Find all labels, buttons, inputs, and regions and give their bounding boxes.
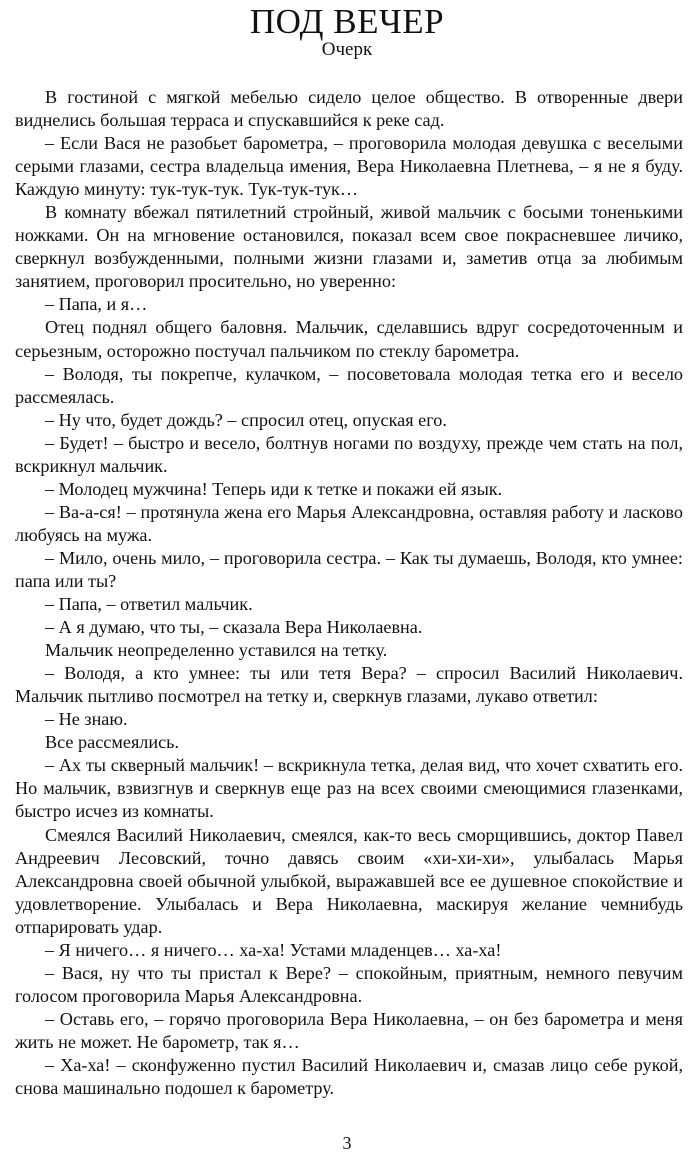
- paragraph: – Мило, очень мило, – проговорила сестра. – Как ты думаешь, Володя, кто умнее: папа или ты?: [15, 547, 683, 591]
- chapter-title: ПОД ВЕЧЕР: [249, 2, 445, 41]
- page-number: 3: [342, 1133, 352, 1153]
- paragraph: Смеялся Василий Николаевич, смеялся, как-то весь сморщившись, доктор Павел Андреевич Лесовский, точно давясь своим «хи-хи-хи», улыбалась Марья Александровна своей обычной улыбкой, выражавшей все ее душевное спокойствие и удовлетворение. Улыбалась и Вера Николаевна, маскируя желание чемнибудь отпарировать удар.: [15, 824, 683, 937]
- paragraph: – Ва-а-ся! – протянула жена его Марья Александровна, оставляя работу и ласково любуясь на мужа.: [15, 501, 683, 545]
- paragraph: В комнату вбежал пятилетний стройный, живой мальчик с босыми тоненькими ножками. Он на мгновение остановился, показал всем свое покрасневшее личико, сверкнул возбужденными, полными жизни глазами и, заметив отца за любимым занятием, проговорил просительно, но уверенно:: [15, 202, 683, 292]
- paragraph: – Ну что, будет дождь? – спросил отец, опуская его.: [45, 409, 447, 430]
- paragraph: – А я думаю, что ты, – сказала Вера Николаевна.: [45, 617, 423, 638]
- paragraph: – Папа, и я…: [45, 294, 148, 315]
- paragraph: – Не знаю.: [45, 709, 128, 730]
- paragraph: – Будет! – быстро и весело, болтнув ногами по воздуху, прежде чем стать на пол, вскрикнул мальчик.: [15, 432, 683, 476]
- paragraph: Отец поднял общего баловня. Мальчик, сделавшись вдруг сосредоточенным и серьезным, осторожно постучал пальчиком по стеклу барометра.: [15, 317, 683, 361]
- paragraph: – Володя, ты покрепче, кулачком, – посоветовала молодая тетка его и весело рассмеялась.: [15, 363, 683, 407]
- body-text: [15, 86, 683, 1100]
- paragraph: Все рассмеялись.: [45, 732, 180, 753]
- chapter-subtitle: Очерк: [321, 39, 373, 60]
- paragraph: – Я ничего… я ничего… ха-ха! Устами младенцев… ха-ха!: [45, 939, 502, 960]
- paragraph: – Папа, – ответил мальчик.: [45, 594, 253, 615]
- paragraph: В гостиной с мягкой мебелью сидело целое общество. В отворенные двери виднелись большая терраса и спускавшийся к реке сад.: [15, 87, 683, 131]
- paragraph: – Оставь его, – горячо проговорила Вера Николаевна, – он без барометра и меня жить не может. Не барометр, так я…: [15, 1008, 683, 1052]
- paragraph: – Если Вася не разобьет барометра, – проговорила молодая девушка с веселыми серыми глазами, сестра владельца имения, Вера Николаевна Плетнева, – я не я буду. Каждую минуту: тук-тук-тук. Тук-тук-тук…: [15, 133, 683, 200]
- paragraph: – Вася, ну что ты пристал к Вере? – спокойным, приятным, немного певучим голосом проговорила Марья Александровна.: [15, 962, 683, 1006]
- paragraph: – Ха-ха! – сконфуженно пустил Василий Николаевич и, смазав лицо себе рукой, снова машинально подошел к барометру.: [15, 1054, 683, 1099]
- paragraph: – Молодец мужчина! Теперь иди к тетке и покажи ей язык.: [45, 478, 503, 499]
- paragraph: – Володя, а кто умнее: ты или тетя Вера? – спросил Василий Николаевич. Мальчик пытливо посмотрел на тетку и, сверкнув глазами, лукаво ответил:: [15, 663, 683, 707]
- paragraph: – Ах ты скверный мальчик! – вскрикнула тетка, делая вид, что хочет схватить его. Но мальчик, взвизгнув и сверкнув еще раз на всех своими смеющимися глазенками, быстро исчез из комнаты.: [15, 755, 683, 822]
- paragraph: Мальчик неопределенно уставился на тетку.: [45, 640, 388, 661]
